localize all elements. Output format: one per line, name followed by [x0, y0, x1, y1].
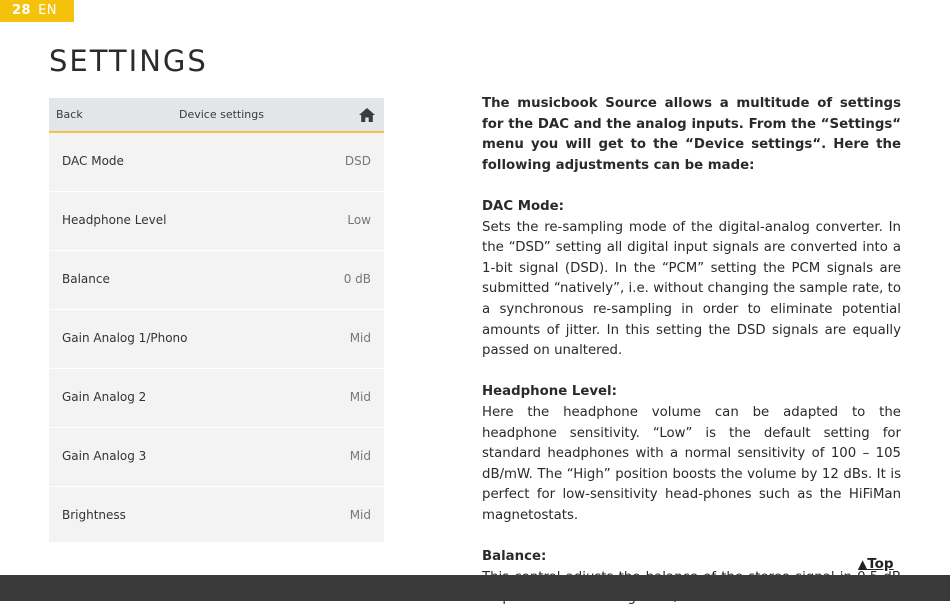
- row-value: Mid: [349, 449, 371, 463]
- panel-header: [49, 98, 384, 133]
- language-code: EN: [38, 3, 58, 18]
- device-settings-panel: [49, 98, 384, 542]
- row-label: Brightness: [62, 508, 126, 522]
- row-label: Gain Analog 3: [62, 449, 147, 463]
- back-button[interactable]: Back: [56, 108, 83, 121]
- section-heading: Balance:: [482, 549, 547, 565]
- triangle-up-icon: ▲: [858, 557, 868, 571]
- description-text: [482, 94, 901, 609]
- row-label: Gain Analog 1/Phono: [62, 331, 188, 345]
- page-number: 28: [12, 3, 32, 18]
- settings-row-headphone-level[interactable]: [49, 192, 384, 251]
- row-label: DAC Mode: [62, 154, 124, 168]
- footer-bar: [0, 575, 950, 601]
- row-value: DSD: [344, 154, 371, 168]
- row-value: 0 dB: [343, 272, 371, 286]
- intro-paragraph: The musicbook Source allows a multitude of settings for the DAC and the analog inputs. From the “Settings“ menu you will get to the “Device settings“. Here the following adjustments can be made:: [482, 96, 901, 173]
- row-label: Balance: [62, 272, 110, 286]
- row-label: Gain Analog 2: [62, 390, 147, 404]
- home-icon[interactable]: [358, 107, 376, 123]
- settings-row-balance[interactable]: [49, 251, 384, 310]
- section-body: Here the headphone volume can be adapted to the headphone sensitivity. “Low” is the default setting for standard headphones with a normal sensitivity of 100 – 105 dB/mW. The “High” position boosts the volume by 12 dBs. It is perfect for low-sensitivity head-phones such as the HiFiMan magnetostats.: [482, 404, 901, 523]
- settings-row-gain-analog-3[interactable]: [49, 428, 384, 487]
- settings-list: [49, 133, 384, 546]
- row-value: Low: [347, 213, 371, 227]
- panel-title: Device settings: [179, 108, 264, 121]
- row-value: Mid: [349, 390, 371, 404]
- top-link-label: Top: [867, 556, 894, 572]
- row-value: Mid: [349, 508, 371, 522]
- row-value: Mid: [349, 331, 371, 345]
- row-label: Headphone Level: [62, 213, 167, 227]
- settings-row-brightness[interactable]: [49, 487, 384, 546]
- page-title: SETTINGS: [49, 44, 208, 78]
- back-to-top-link[interactable]: [858, 556, 894, 572]
- settings-row-dac-mode[interactable]: [49, 133, 384, 192]
- settings-row-gain-analog-1[interactable]: [49, 310, 384, 369]
- section-heading: DAC Mode:: [482, 198, 564, 214]
- settings-row-gain-analog-2[interactable]: [49, 369, 384, 428]
- section-body: Sets the re-sampling mode of the digital-analog converter. In the “DSD” setting all digital input signals are converted into a 1-bit signal (DSD). In the “PCM” setting the PCM signals are submitted “natively”, i.e. without changing the sample rate, to a synchronous re-sampling in order to eliminate potential amounts of jitter. In this setting the DSD signals are equally passed on unaltered.: [482, 219, 901, 359]
- section-heading: Headphone Level:: [482, 384, 617, 400]
- page-number-badge: [0, 0, 74, 22]
